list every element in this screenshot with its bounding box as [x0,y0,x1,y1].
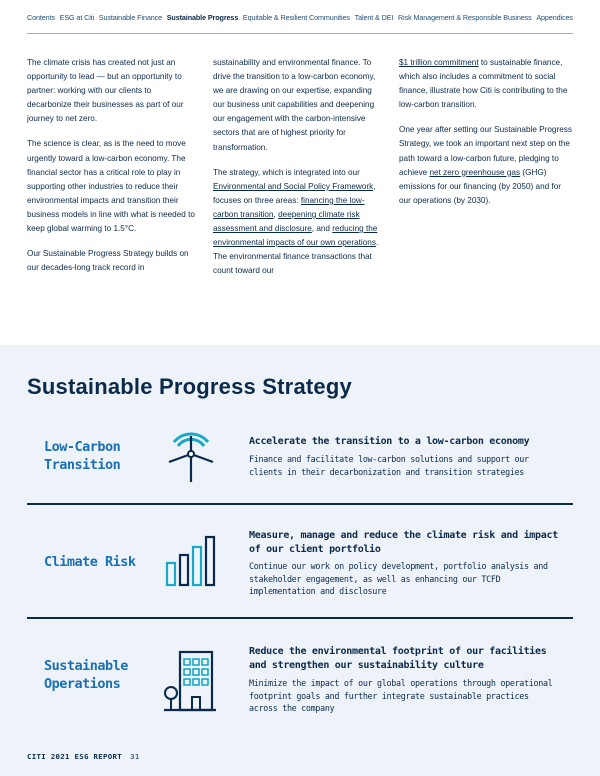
trillion-commitment-link[interactable]: $1 trillion commitment [399,58,479,67]
text-run: (GHG) emissions for our financing (by 2050) and for our operations (by 2030). [399,167,562,205]
row-label-line: Low-Carbon [44,439,121,455]
wind-turbine-icon [160,424,222,491]
intro-column-2 [213,56,381,289]
intro-paragraph: Our Sustainable Progress Strategy builds on our decades-long track record in [27,249,189,273]
row-label [44,657,128,693]
intro-paragraph [213,166,381,279]
text-run: to sustainable finance, which also includes a commitment to social finance, illustrate how Citi is contributing to the low-carbon transition. [399,58,568,110]
row-body: Finance and facilitate low-carbon solutions and support our clients in their decarbonization and transition strategies [249,454,529,477]
nav-esg-at-citi[interactable]: ESG at Citi [59,12,95,22]
own-operations-link[interactable]: reducing the environmental impacts of our own operations [213,224,378,248]
intro-paragraph: The science is clear, as is the need to move urgently toward a low-carbon economy. The financial sector has a critical role to play in supporting other industries to reduce their environmental impacts and transition their business models in line with what is needed to keep global warming to 1.5°C. [27,139,195,234]
row-label-line: Sustainable [44,658,128,674]
row-label [44,438,120,474]
bar-chart-icon [160,529,222,594]
intro-paragraph: sustainability and environmental finance. To drive the transition to a low-carbon economy, we are drawing on our expertise, expanding our business unit capabilities and deepening our engagement with the carbon-intensive sectors that are of highest priority for transformation. [213,58,376,152]
row-body: Continue our work on policy development, portfolio analysis and stakeholder engagement, as well as enhancing our TCFD implementation and disclosure [249,561,548,597]
row-divider [27,503,573,505]
text-run: One year after setting our Sustainable Progress Strategy, we took an important next step on the path toward a low-carbon future, pledging to achieve [399,125,572,177]
text-run: The strategy, which is integrated into our [213,167,360,177]
intro-paragraph: The climate crisis has created not just an opportunity to lead — but an opportunity to partner: working with our clients to decarbonize their businesses as part of our journey to net zero. [27,58,184,124]
climate-risk-link[interactable]: deepening climate risk assessment and disclosure [213,209,360,234]
office-building-icon [160,647,222,718]
text-run: . The environmental finance transactions that count toward our [213,238,379,276]
low-carbon-transition-link[interactable]: financing the low-carbon transition [213,195,365,219]
row-heading: Accelerate the transition to a low-carbon economy [249,436,530,447]
nav-sustainable-finance[interactable]: Sustainable Finance [98,12,163,22]
row-divider [27,617,573,619]
intro-paragraph [399,56,573,112]
row-label-line: Transition [44,457,121,473]
top-nav [0,0,600,34]
row-label-line: Climate Risk [44,554,136,570]
strategy-panel [0,345,600,776]
nav-divider [27,33,573,34]
page-footer [27,752,140,761]
intro-column-1 [27,56,195,289]
strategy-title: Sustainable Progress Strategy [27,374,352,399]
strategy-row-climate-risk [27,529,573,609]
intro-paragraph [399,123,573,208]
strategy-row-low-carbon [27,431,573,501]
text-run: , focuses on three areas: [213,181,376,205]
nav-risk-management[interactable]: Risk Management & Responsible Business [398,12,532,22]
net-zero-ghg-link[interactable]: net zero greenhouse gas [429,167,521,177]
nav-appendices[interactable]: Appendices [536,12,573,22]
nav-talent-dei[interactable]: Talent & DEI [354,12,394,22]
strategy-row-operations [27,645,573,725]
text-run: , [273,209,279,219]
text-run: , and [311,224,333,234]
nav-contents[interactable]: Contents [27,12,55,22]
row-body: Minimize the impact of our global operations through operational footprint goals and further integrate sustainable practices across the company [249,678,553,714]
page-number: 31 [130,752,140,761]
intro-column-3 [399,56,573,289]
esp-framework-link[interactable]: Environmental and Social Policy Framework [213,181,374,191]
intro-columns [27,56,573,289]
row-heading: Reduce the environmental footprint of our facilities and strengthen our sustainability culture [249,646,547,671]
row-label [44,553,136,571]
report-title: CITI 2021 ESG REPORT [27,752,122,761]
row-heading: Measure, manage and reduce the climate risk and impact of our client portfolio [249,530,558,555]
nav-sustainable-progress[interactable]: Sustainable Progress [166,12,239,22]
row-label-line: Operations [44,676,121,692]
nav-equitable-communities[interactable]: Equitable & Resilient Communities [242,12,350,22]
